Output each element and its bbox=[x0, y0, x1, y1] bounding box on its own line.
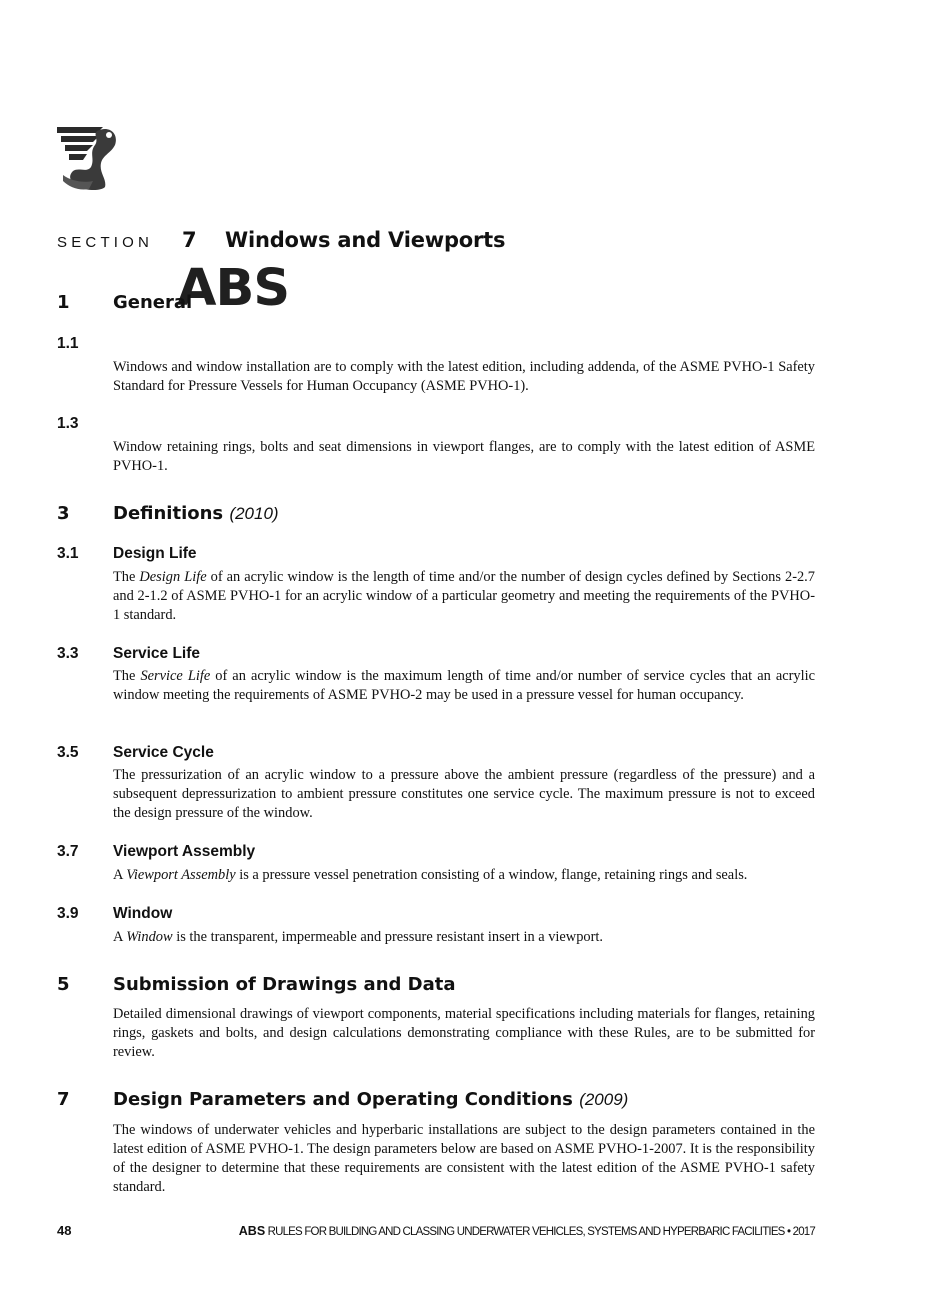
paragraph-3-3 bbox=[113, 667, 815, 705]
page-number: 48 bbox=[57, 1223, 72, 1238]
logo-text: ABS bbox=[177, 259, 290, 318]
eagle-emblem-icon bbox=[57, 123, 127, 193]
heading-title-text: Definitions bbox=[113, 503, 224, 524]
defined-term: Design Life bbox=[139, 569, 207, 585]
subheading-title: Window bbox=[113, 905, 173, 922]
text-run: The bbox=[113, 668, 141, 684]
paragraph-1-1: Windows and window installation are to comply with the latest edition, including addenda, of the ASME PVHO-1 Safety Standard for Pressure Vessels for Human Occupancy (ASME PVHO-1). bbox=[113, 359, 815, 394]
footer-rules-title: RULES FOR BUILDING AND CLASSING UNDERWATER VEHICLES, SYSTEMS AND HYPERBARIC FACILITIES bbox=[267, 1226, 785, 1238]
heading-number: 1 bbox=[57, 292, 70, 313]
text-run: is the transparent, impermeable and pressure resistant insert in a viewport. bbox=[172, 929, 603, 945]
footer-bullet: • bbox=[786, 1226, 791, 1238]
text-run: is a pressure vessel penetration consisting of a window, flange, retaining rings and seals. bbox=[235, 867, 748, 883]
heading-number: 5 bbox=[57, 974, 70, 995]
text-run: A bbox=[113, 929, 127, 945]
section-label: SECTION bbox=[57, 234, 154, 251]
subheading-number: 3.9 bbox=[57, 905, 79, 922]
paragraph-5: Detailed dimensional drawings of viewport components, material specifications including materials for flanges, retaining rings, gaskets and bolts, and design calculations demonstrating compliance with these Rules, are to be submitted for review. bbox=[113, 1006, 815, 1060]
subheading-title: Viewport Assembly bbox=[113, 843, 256, 860]
footer-title bbox=[239, 1224, 815, 1238]
subheading-number: 3.3 bbox=[57, 645, 79, 662]
subheading-number: 3.5 bbox=[57, 744, 79, 761]
heading-title bbox=[113, 1089, 628, 1110]
paragraph-7: The windows of underwater vehicles and hyperbaric installations are subject to the design parameters contained in the latest edition of ASME PVHO-1. The design parameters below are based on ASME PVHO-1-2007. It is the responsibility of the designer to determine that these requirements are consistent with the latest edition of the ASME PVHO-1 safety standard. bbox=[113, 1122, 815, 1195]
heading-year: (2010) bbox=[229, 504, 279, 523]
heading-year: (2009) bbox=[579, 1090, 629, 1109]
text-run: of an acrylic window is the maximum length of time and/or number of service cycles that an acrylic window meeting the requirements of ASME PVHO-2 may be used in a pressure vessel for human occupancy. bbox=[113, 668, 815, 703]
footer-brand: ABS bbox=[238, 1224, 266, 1238]
subheading-number: 1.1 bbox=[57, 335, 79, 352]
footer-year: 2017 bbox=[792, 1226, 815, 1238]
heading-title bbox=[113, 503, 279, 524]
page-footer bbox=[57, 1221, 815, 1241]
defined-term: Service Life bbox=[140, 668, 211, 684]
heading-title: General bbox=[113, 292, 193, 313]
text-run: of an acrylic window is the length of time and/or the number of design cycles defined by Sections 2-2.7 and 2-1.2 of ASME PVHO-1 for an acrylic window of a particular geometry and meeting the requirements of the PVHO-1 standard. bbox=[113, 569, 815, 623]
defined-term: Viewport Assembly bbox=[126, 867, 236, 883]
section-number: 7 bbox=[182, 228, 197, 252]
subheading-title: Service Cycle bbox=[113, 744, 214, 761]
text-run: The bbox=[113, 569, 140, 585]
subheading-number: 1.3 bbox=[57, 415, 79, 432]
paragraph-3-7 bbox=[113, 866, 815, 885]
heading-title-text: Design Parameters and Operating Conditions bbox=[113, 1089, 573, 1110]
text-run: A bbox=[113, 867, 127, 883]
heading-number: 3 bbox=[57, 503, 70, 524]
subheading-title: Design Life bbox=[113, 545, 197, 562]
subheading-title: Service Life bbox=[113, 645, 201, 662]
defined-term: Window bbox=[126, 929, 173, 945]
subheading-number: 3.1 bbox=[57, 545, 79, 562]
section-title: Windows and Viewports bbox=[225, 228, 506, 252]
paragraph-3-1 bbox=[113, 568, 815, 625]
heading-title: Submission of Drawings and Data bbox=[113, 974, 456, 995]
paragraph-3-9 bbox=[113, 928, 815, 947]
paragraph-3-5: The pressurization of an acrylic window to a pressure above the ambient pressure (regardless of the pressure) and a subsequent depressurization to ambient pressure constitutes one service cycle. The maximum pressure is not to exceed the design pressure of the window. bbox=[113, 767, 815, 821]
subheading-number: 3.7 bbox=[57, 843, 79, 860]
paragraph-1-3: Window retaining rings, bolts and seat dimensions in viewport flanges, are to comply with the latest edition of ASME PVHO-1. bbox=[113, 439, 815, 474]
heading-number: 7 bbox=[57, 1089, 70, 1110]
